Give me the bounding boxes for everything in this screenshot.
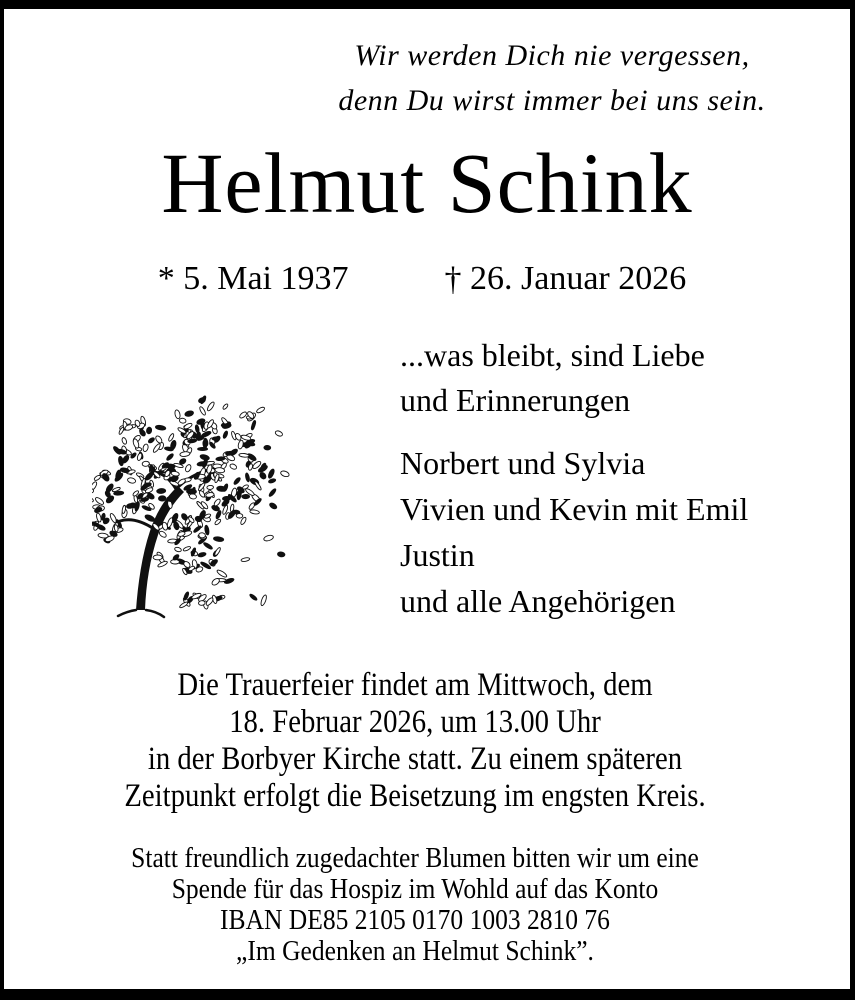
epigraph-line-1: Wir werden Dich nie vergessen, bbox=[354, 39, 750, 72]
death-date: † 26. Januar 2026 bbox=[445, 255, 687, 303]
mourner-line: Norbert und Sylvia bbox=[400, 445, 646, 481]
donation-request bbox=[53, 843, 776, 967]
birth-date: * 5. Mai 1937 bbox=[157, 260, 349, 297]
service-line: Die Trauerfeier findet am Mittwoch, dem bbox=[177, 667, 653, 703]
mourners-list bbox=[400, 440, 810, 624]
remembrance-text bbox=[400, 333, 810, 423]
born-star-icon: * bbox=[157, 260, 175, 297]
donation-reference: „Im Gedenken an Helmut Schink”. bbox=[236, 935, 594, 967]
mourner-line: Justin bbox=[400, 537, 475, 573]
service-line: in der Borbyer Kirche statt. Zu einem späteren bbox=[147, 741, 683, 777]
service-line: 18. Februar 2026, um 13.00 Uhr bbox=[229, 704, 601, 740]
donation-line: Statt freundlich zugedachter Blumen bitten wir um eine bbox=[131, 842, 699, 874]
mourner-line: und alle Angehörigen bbox=[400, 583, 676, 619]
tree-roots bbox=[118, 573, 164, 617]
donation-line: Spende für das Hospiz im Wohld auf das Konto bbox=[171, 873, 659, 905]
remembrance-line-2: und Erinnerungen bbox=[400, 382, 631, 418]
remembrance-line-1: ...was bleibt, sind Liebe bbox=[400, 337, 705, 373]
epigraph bbox=[290, 33, 814, 123]
deceased-name: Helmut Schink bbox=[161, 135, 693, 231]
epigraph-line-2: denn Du wirst immer bei uns sein. bbox=[338, 84, 766, 117]
family-column bbox=[400, 333, 810, 624]
mourner-line: Vivien und Kevin mit Emil bbox=[400, 491, 749, 527]
windblown-tree-icon bbox=[92, 377, 297, 622]
service-line: Zeitpunkt erfolgt die Beisetzung im engsten Kreis. bbox=[124, 778, 706, 814]
donation-iban: IBAN DE85 2105 0170 1003 2810 76 bbox=[220, 904, 610, 936]
life-dates bbox=[4, 255, 840, 303]
service-announcement bbox=[57, 667, 772, 815]
cross-dagger-icon: † bbox=[444, 261, 462, 298]
